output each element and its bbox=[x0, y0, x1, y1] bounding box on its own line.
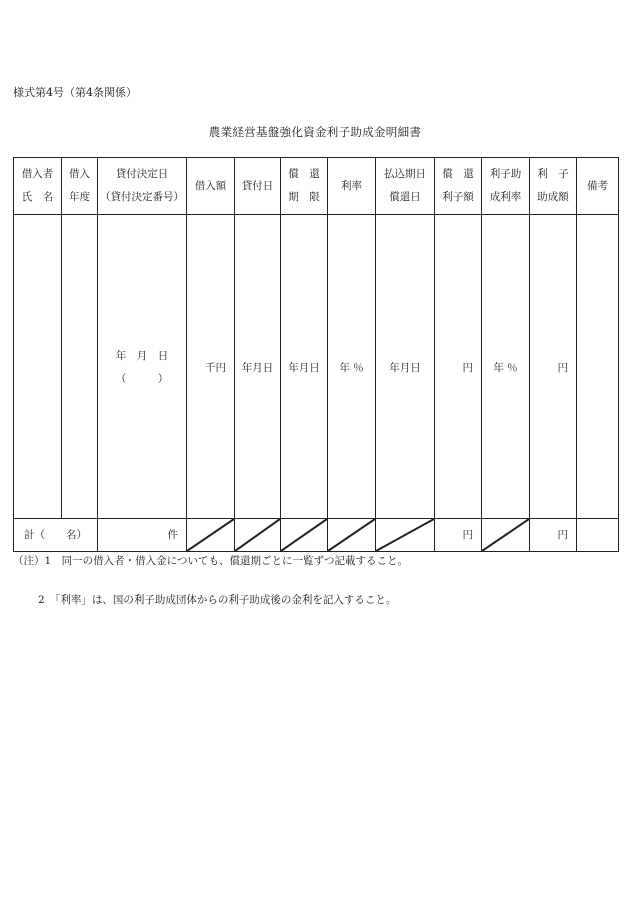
total-count[interactable]: 件 bbox=[98, 519, 187, 552]
total-subsidy-rate-struck bbox=[482, 519, 530, 552]
cell-subsidy-amount[interactable]: 円 bbox=[530, 215, 577, 519]
note-1: （注）1 同一の借入者・借入金についても、償還期ごとに一覧ずつ記載すること。 bbox=[13, 555, 408, 567]
cell-borrower-name[interactable] bbox=[14, 215, 62, 519]
header-repayment-interest: 償 還 利子額 bbox=[435, 158, 482, 215]
header-subsidy-rate: 利子助 成利率 bbox=[482, 158, 530, 215]
cell-loan-amount[interactable]: 千円 bbox=[187, 215, 235, 519]
header-interest-rate: 利率 bbox=[328, 158, 376, 215]
cell-borrow-year[interactable] bbox=[62, 215, 98, 519]
header-loan-decision-date: 貸付決定日 （貸付決定番号） bbox=[98, 158, 187, 215]
total-repayment-period-struck bbox=[281, 519, 328, 552]
note-2: 2 「利率」は、国の利子助成団体からの利子助成後の金利を記入すること。 bbox=[38, 594, 397, 606]
header-remarks: 備考 bbox=[577, 158, 619, 215]
document-title: 農業経営基盤強化資金利子助成金明細書 bbox=[208, 125, 422, 139]
form-number: 様式第4号（第4条関係） bbox=[13, 86, 137, 99]
total-loan-date-struck bbox=[235, 519, 281, 552]
header-borrow-year: 借入 年度 bbox=[62, 158, 98, 215]
total-loan-amount-struck bbox=[187, 519, 235, 552]
header-payment-due-date: 払込期日 償還日 bbox=[376, 158, 435, 215]
header-borrower-name: 借入者 氏 名 bbox=[14, 158, 62, 215]
header-loan-amount: 借入額 bbox=[187, 158, 235, 215]
total-repayment-interest[interactable]: 円 bbox=[435, 519, 482, 552]
total-subsidy-amount[interactable]: 円 bbox=[530, 519, 577, 552]
cell-remarks[interactable] bbox=[577, 215, 619, 519]
header-row bbox=[14, 158, 619, 215]
cell-payment-due-date[interactable]: 年月日 bbox=[376, 215, 435, 519]
total-payment-due-date-struck bbox=[376, 519, 435, 552]
header-subsidy-amount: 利 子 助成額 bbox=[530, 158, 577, 215]
total-row bbox=[14, 519, 619, 552]
header-loan-date: 貸付日 bbox=[235, 158, 281, 215]
cell-repayment-interest[interactable]: 円 bbox=[435, 215, 482, 519]
header-repayment-period: 償 還 期 限 bbox=[281, 158, 328, 215]
total-remarks[interactable] bbox=[577, 519, 619, 552]
subsidy-detail-table bbox=[13, 157, 619, 552]
entry-row bbox=[14, 215, 619, 519]
total-label: 計（ 名） bbox=[14, 519, 98, 552]
cell-loan-decision-date[interactable]: 年 月 日 （ ） bbox=[98, 215, 187, 519]
total-interest-rate-struck bbox=[328, 519, 376, 552]
cell-subsidy-rate[interactable]: 年 ％ bbox=[482, 215, 530, 519]
cell-loan-date[interactable]: 年月日 bbox=[235, 215, 281, 519]
cell-repayment-period[interactable]: 年月日 bbox=[281, 215, 328, 519]
cell-interest-rate[interactable]: 年 ％ bbox=[328, 215, 376, 519]
